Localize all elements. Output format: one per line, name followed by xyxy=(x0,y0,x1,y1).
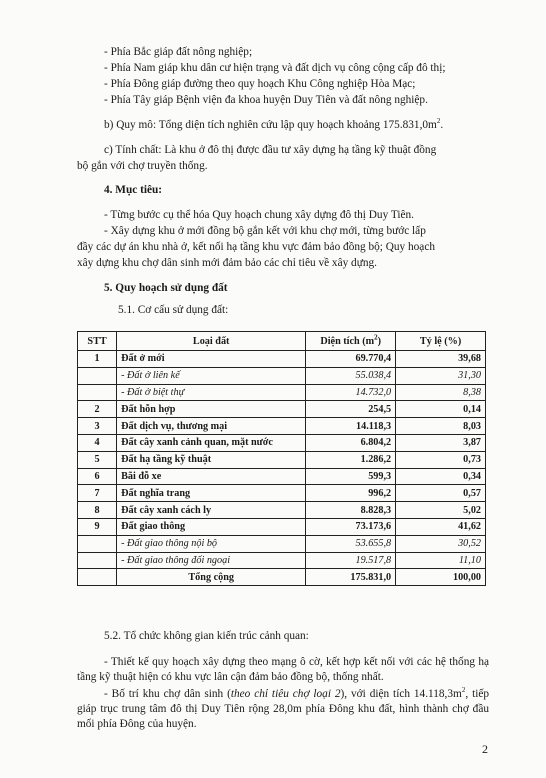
table-row xyxy=(78,535,486,552)
scale-sup: 2 xyxy=(436,117,441,126)
row-area: 14.118,3 xyxy=(306,418,396,435)
goal-item-2-line-2: đầy các dự án khu nhà ở, kết nối hạ tầng khu vực đảm bảo đồng bộ; Quy hoạch xyxy=(77,241,435,253)
row-land-type: Đất hạ tầng kỹ thuật xyxy=(117,451,306,468)
row-stt: 6 xyxy=(78,468,117,485)
table-row xyxy=(78,384,486,401)
row-ratio: 31,30 xyxy=(396,367,486,384)
nature-line-1: c) Tính chất: Là khu ở đô thị được đầu tư xây dựng hạ tầng kỹ thuật đồng xyxy=(104,144,437,156)
scale-end: . xyxy=(440,119,444,131)
header-ratio: Tỷ lệ (%) xyxy=(396,332,486,351)
table-row xyxy=(78,502,486,519)
table-row xyxy=(78,401,486,418)
row-land-type: Đất ở mới xyxy=(117,351,306,368)
subsection-5-1: 5.1. Cơ cấu sử dụng đất: xyxy=(118,304,229,316)
row-area: 53.655,8 xyxy=(306,535,396,552)
table-body xyxy=(78,351,486,569)
total-area: 175.831,0 xyxy=(306,569,396,586)
land-use-table xyxy=(77,331,486,586)
row-ratio: 8,03 xyxy=(396,418,486,435)
row-ratio: 3,87 xyxy=(396,434,486,451)
row-stt: 9 xyxy=(78,518,117,535)
scale-text: b) Quy mô: Tổng diện tích nghiên cứu lập quy hoạch khoảng 175.831,0m xyxy=(104,119,437,131)
row-stt: 8 xyxy=(78,502,117,519)
row-area: 6.804,2 xyxy=(306,434,396,451)
row-land-type: - Đất ở biệt thự xyxy=(117,384,306,401)
row-land-type: Đất hỗn hợp xyxy=(117,401,306,418)
row-stt xyxy=(78,367,117,384)
row-stt: 2 xyxy=(78,401,117,418)
header-area: Diện tích $(m^2)$ xyxy=(306,332,396,351)
row-ratio: 39,68 xyxy=(396,351,486,368)
total-stt xyxy=(78,569,117,586)
boundary-west: - Phía Tây giáp Bệnh viện đa khoa huyện Duy Tiên và đất nông nghiệp. xyxy=(104,94,428,106)
boundary-east: - Phía Đông giáp đường theo quy hoạch Khu Công nghiệp Hòa Mạc; xyxy=(104,78,416,90)
table-header-row xyxy=(78,332,486,351)
boundary-south: - Phía Nam giáp khu dân cư hiện trạng và đất dịch vụ công cộng cấp đô thị; xyxy=(104,62,446,74)
section-5-heading: 5. Quy hoạch sử dụng đất xyxy=(104,282,228,294)
table-row xyxy=(78,518,486,535)
row-area: 8.828,3 xyxy=(306,502,396,519)
row-area: 55.038,4 xyxy=(306,367,396,384)
goal-item-1: - Từng bước cụ thể hóa Quy hoạch chung xây dựng đô thị Duy Tiên. xyxy=(104,209,414,221)
section-4-heading: 4. Mục tiêu: xyxy=(104,184,163,196)
table-row xyxy=(78,367,486,384)
row-land-type: Bãi đỗ xe xyxy=(117,468,306,485)
nature-line-2: bộ gắn với chợ truyền thống. xyxy=(77,160,208,172)
subsection-5-2: 5.2. Tổ chức không gian kiến trúc cảnh quan: xyxy=(104,630,309,642)
row-land-type: Đất nghĩa trang xyxy=(117,485,306,502)
table-row xyxy=(78,434,486,451)
scale-line xyxy=(104,118,443,133)
row-land-type: - Đất giao thông đối ngoại xyxy=(117,552,306,569)
row-stt: 3 xyxy=(78,418,117,435)
header-stt: STT xyxy=(78,332,117,351)
row-area: 19.517,8 xyxy=(306,552,396,569)
paragraph-grid-design: - Thiết kế quy hoạch xây dựng theo mạng ô cờ, kết hợp kết nối với các hệ thống hạ tầng kỹ thuật hiện có khu vực lân cận đảm bảo đồng bộ, thống nhất. xyxy=(77,656,489,683)
row-area: 599,3 xyxy=(306,468,396,485)
row-ratio: 8,38 xyxy=(396,384,486,401)
row-stt: 1 xyxy=(78,351,117,368)
row-stt: 5 xyxy=(78,451,117,468)
boundary-north: - Phía Bắc giáp đất nông nghiệp; xyxy=(104,46,253,58)
row-area: 73.173,6 xyxy=(306,518,396,535)
row-ratio: 41,62 xyxy=(396,518,486,535)
row-area: 14.732,0 xyxy=(306,384,396,401)
row-ratio: 0,57 xyxy=(396,485,486,502)
row-area: 996,2 xyxy=(306,485,396,502)
row-stt: 4 xyxy=(78,434,117,451)
goal-item-2-line-3: xây dựng khu chợ dân sinh mới đảm bảo các chỉ tiêu về xây dựng. xyxy=(77,257,377,269)
row-area: 69.770,4 xyxy=(306,351,396,368)
goal-item-2-line-1: - Xây dựng khu ở mới đồng bộ gắn kết với khu chợ mới, từng bước lấp xyxy=(104,225,426,237)
row-area: 1.286,2 xyxy=(306,451,396,468)
table-row xyxy=(78,485,486,502)
row-ratio: 0,14 xyxy=(396,401,486,418)
row-ratio: 0,34 xyxy=(396,468,486,485)
table-row xyxy=(78,468,486,485)
row-land-type: - Đất ở liên kế xyxy=(117,367,306,384)
table-total-row xyxy=(78,569,486,586)
row-land-type: Đất cây xanh cảnh quan, mặt nước xyxy=(117,434,306,451)
row-land-type: Đất dịch vụ, thương mại xyxy=(117,418,306,435)
row-land-type: - Đất giao thông nội bộ xyxy=(117,535,306,552)
row-ratio: 0,73 xyxy=(396,451,486,468)
row-stt: 7 xyxy=(78,485,117,502)
row-ratio: 30,52 xyxy=(396,535,486,552)
table-row xyxy=(78,418,486,435)
total-ratio: 100,00 xyxy=(396,569,486,586)
table-row xyxy=(78,552,486,569)
row-land-type: Đất cây xanh cách ly xyxy=(117,502,306,519)
row-ratio: 5,02 xyxy=(396,502,486,519)
table-row xyxy=(78,451,486,468)
page-number: 2 xyxy=(482,742,488,756)
row-ratio: 11,10 xyxy=(396,552,486,569)
row-stt xyxy=(78,384,117,401)
row-area: 254,5 xyxy=(306,401,396,418)
row-land-type: Đất giao thông xyxy=(117,518,306,535)
header-land-type: Loại đất xyxy=(117,332,306,351)
row-stt xyxy=(78,552,117,569)
total-label: Tổng cộng xyxy=(117,569,306,586)
table-row xyxy=(78,351,486,368)
paragraph-market: - Bố trí khu chợ dân sinh (theo chỉ tiêu chợ loại 2), với diện tích $14.118,3m^2$, tiếp giáp trục trung tâm đô thị Duy Tiên rộng 28,0m phía Đông khu đất, hình thành chợ đầu mối phía Đông của huyện. xyxy=(77,686,490,730)
row-stt xyxy=(78,535,117,552)
